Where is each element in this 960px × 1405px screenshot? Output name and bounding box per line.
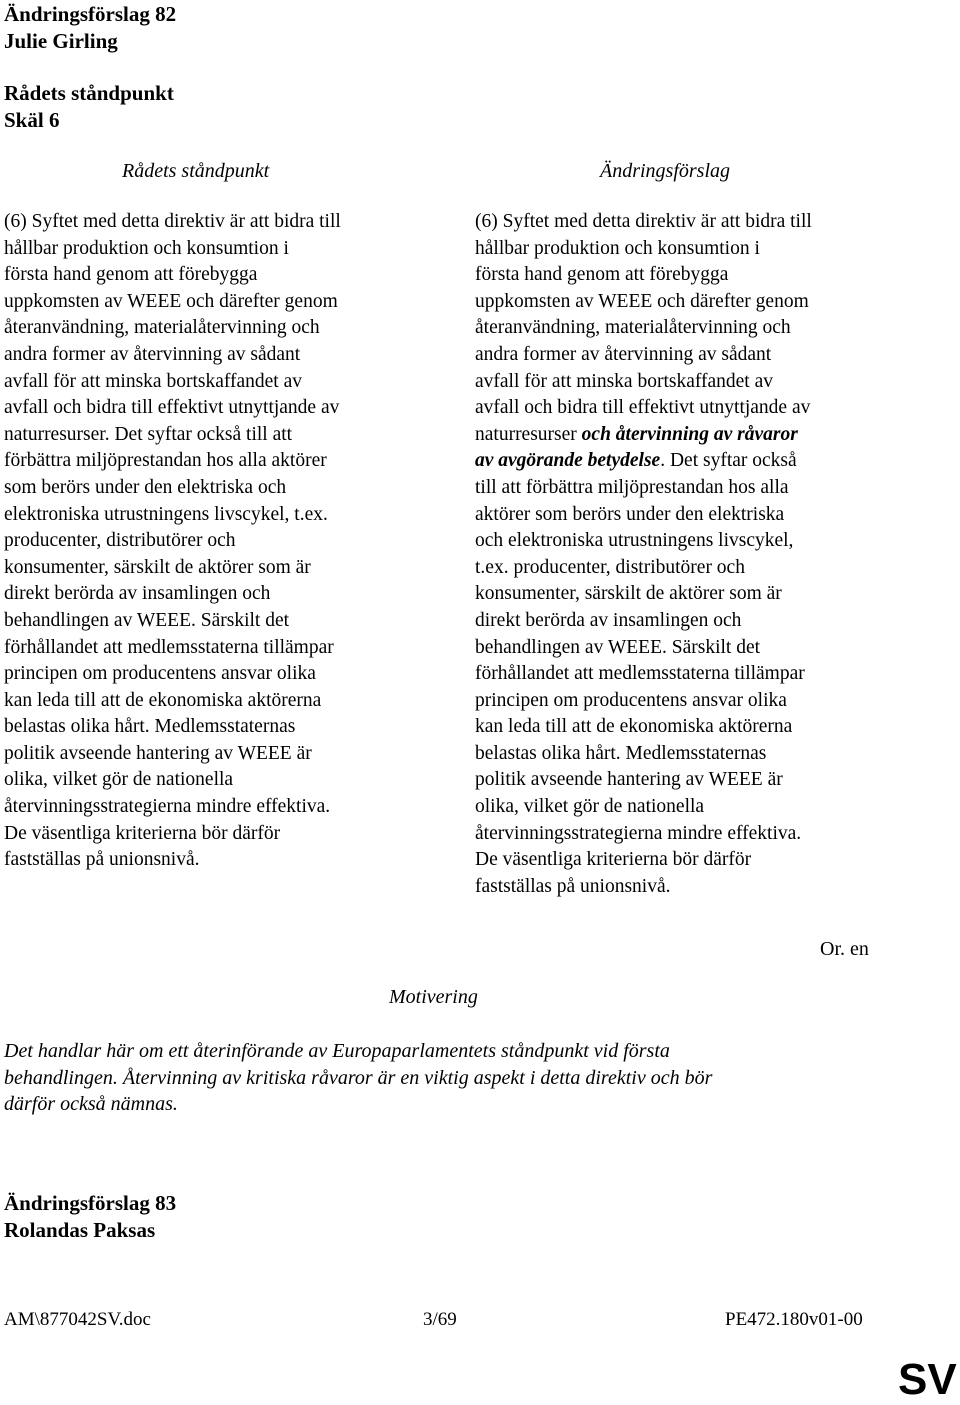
right-line: aktörer som berörs under den elektriska <box>475 503 785 525</box>
right-line: till att förbättra miljöprestandan hos alla <box>475 476 789 498</box>
right-line-with-emphasis <box>475 422 812 449</box>
left-line: uppkomsten av WEEE och därefter genom <box>4 290 338 312</box>
right-line: t.ex. producenter, distributörer och <box>475 556 745 578</box>
right-line: och elektroniska utrustningens livscykel, <box>475 530 794 552</box>
left-line: återvinningsstrategierna mindre effektiva. <box>4 796 331 818</box>
next-amendment-author: Rolandas Paksas <box>4 1218 156 1242</box>
left-line: första hand genom att förebygga <box>4 264 258 286</box>
right-line: konsumenter, särskilt de aktörer som är <box>475 583 782 605</box>
right-line: behandlingen av WEEE. Särskilt det <box>475 636 761 658</box>
left-line: avfall och bidra till effektivt utnyttjande av <box>4 397 340 419</box>
position-title: Rådets ståndpunkt <box>4 81 174 105</box>
right-line: avfall och bidra till effektivt utnyttjande av <box>475 397 811 419</box>
justification-heading: Motivering <box>389 986 478 1008</box>
right-line: första hand genom att förebygga <box>475 264 729 286</box>
right-line: andra former av återvinning av sådant <box>475 343 772 365</box>
left-line: direkt berörda av insamlingen och <box>4 583 271 605</box>
left-line: producenter, distributörer och <box>4 530 236 552</box>
amendment-number: Ändringsförslag 82 <box>4 2 177 26</box>
next-amendment-number: Ändringsförslag 83 <box>4 1191 177 1215</box>
right-line-with-emphasis <box>475 448 812 475</box>
left-line: politik avseende hantering av WEEE är <box>4 742 312 764</box>
left-line: belastas olika hårt. Medlemsstaternas <box>4 716 296 738</box>
right-line: De väsentliga kriterierna bör därför <box>475 849 752 871</box>
amendment-author: Julie Girling <box>4 29 118 53</box>
left-line: olika, vilket gör de nationella <box>4 769 234 791</box>
left-column-heading: Rådets ståndpunkt <box>122 160 270 182</box>
left-line: elektroniska utrustningens livscykel, t.ex. <box>4 503 328 525</box>
right-column-heading: Ändringsförslag <box>600 160 731 182</box>
left-line: fastställas på unionsnivå. <box>4 849 200 871</box>
footer-doc-ref: AM\877042SV.doc <box>4 1309 151 1330</box>
recital-title: Skäl 6 <box>4 108 60 132</box>
justification-line: behandlingen. Återvinning av kritiska råvaror är en viktig aspekt i detta direktiv och bör <box>4 1066 713 1089</box>
justification-line: därför också nämnas. <box>4 1093 178 1115</box>
right-line: förhållandet att medlemsstaterna tillämpar <box>475 663 805 685</box>
left-line: återanvändning, materialåtervinning och <box>4 317 320 339</box>
right-line: återvinningsstrategierna mindre effektiva. <box>475 822 802 844</box>
right-line: kan leda till att de ekonomiska aktörerna <box>475 716 793 738</box>
inserted-text: och återvinning av råvaror <box>581 423 798 445</box>
left-line: De väsentliga kriterierna bör därför <box>4 822 281 844</box>
left-line: principen om producentens ansvar olika <box>4 663 316 685</box>
right-line: belastas olika hårt. Medlemsstaternas <box>475 742 767 764</box>
left-line: som berörs under den elektriska och <box>4 476 287 498</box>
right-line: uppkomsten av WEEE och därefter genom <box>475 290 809 312</box>
right-line: naturresurser <box>475 423 582 445</box>
footer-language-code: SV <box>898 1355 957 1404</box>
left-line: behandlingen av WEEE. Särskilt det <box>4 609 290 631</box>
left-line: naturresurser. Det syftar också till att <box>4 423 293 445</box>
left-line: förhållandet att medlemsstaterna tillämpar <box>4 636 334 658</box>
left-line: (6) Syftet med detta direktiv är att bidra till <box>4 211 341 232</box>
left-line: förbättra miljöprestandan hos alla aktörer <box>4 450 327 472</box>
right-line: . Det syftar också <box>660 450 797 472</box>
original-language-note: Or. en <box>820 938 869 960</box>
justification-text <box>4 1038 712 1118</box>
right-column-text <box>475 209 812 900</box>
left-line: andra former av återvinning av sådant <box>4 343 301 365</box>
right-line: olika, vilket gör de nationella <box>475 796 705 818</box>
footer-page-number: 3/69 <box>423 1309 457 1330</box>
left-line: kan leda till att de ekonomiska aktörerna <box>4 689 322 711</box>
right-line: hållbar produktion och konsumtion i <box>475 237 760 259</box>
footer-pe-ref: PE472.180v01-00 <box>725 1309 863 1330</box>
left-line: avfall för att minska bortskaffandet av <box>4 370 302 392</box>
right-line: principen om producentens ansvar olika <box>475 689 787 711</box>
right-line: avfall för att minska bortskaffandet av <box>475 370 773 392</box>
left-line: konsumenter, särskilt de aktörer som är <box>4 556 311 578</box>
right-line: (6) Syftet med detta direktiv är att bidra till <box>475 211 812 232</box>
right-line: fastställas på unionsnivå. <box>475 875 671 897</box>
justification-line: Det handlar här om ett återinförande av Europaparlamentets ståndpunkt vid första <box>4 1040 670 1062</box>
inserted-text: av avgörande betydelse <box>475 450 661 472</box>
left-column-text <box>4 209 341 874</box>
right-line: återanvändning, materialåtervinning och <box>475 317 791 339</box>
right-line: politik avseende hantering av WEEE är <box>475 769 783 791</box>
right-line: direkt berörda av insamlingen och <box>475 609 742 631</box>
left-line: hållbar produktion och konsumtion i <box>4 237 289 259</box>
